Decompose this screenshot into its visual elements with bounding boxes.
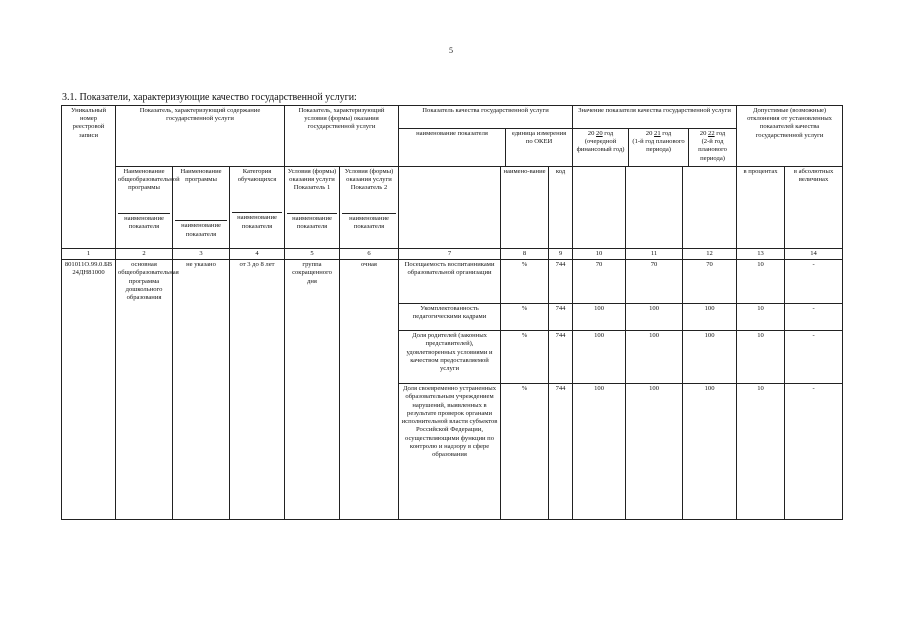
indicator-unit: % [501,304,549,331]
record-program: основная общеобразовательная программа дошкольного образования [116,260,173,520]
indicator-year-3: 100 [683,304,737,331]
indicator-year-1: 100 [573,331,626,384]
column-number: 9 [549,249,573,260]
indicator-percent: 10 [737,260,785,304]
header-year-2-cont [626,167,683,249]
column-number: 10 [573,249,626,260]
column-number: 8 [501,249,549,260]
quality-indicators-table [61,105,843,520]
column-numbers-row [62,249,843,260]
indicator-code: 744 [549,384,573,520]
column-number: 2 [116,249,173,260]
indicator-name: Укомплектованность педагогическими кадрами [399,304,501,331]
indicator-percent: 10 [737,384,785,520]
column-number: 7 [399,249,501,260]
indicator-name: Доля своевременно устраненных образовательным учреждением нарушений, выявленных в результате проверок органами исполнительной власти субъектов Российской Федерации, осуществляющими функции по контролю и надзору в сфере образования [399,384,501,520]
header-in-percent: в процентах [737,167,785,249]
header-condition-2: Условия (формы) оказания услуги Показатель 2 наименование показателя [340,167,399,249]
indicator-year-1: 100 [573,304,626,331]
header-indicator-name-cont [399,167,501,249]
indicator-absolute: - [785,384,843,520]
indicator-year-2: 70 [626,260,683,304]
header-condition-1: Условия (формы) оказания услуги Показатель 1 наименование показателя [285,167,340,249]
indicator-year-2: 100 [626,304,683,331]
column-number: 4 [230,249,285,260]
column-number: 6 [340,249,399,260]
column-number: 5 [285,249,340,260]
header-unit-code: код [549,167,573,249]
indicator-year-2: 100 [626,331,683,384]
header-conditions-group: Показатель, характеризующий условия (формы) оказания государственной услуги [285,106,399,167]
column-number: 13 [737,249,785,260]
indicator-percent: 10 [737,304,785,331]
indicator-name: Посещаемость воспитанниками образовательной организации [399,260,501,304]
header-program-name: Наименование общеобразовательной программы наименование показателя [116,167,173,249]
header-programs: Наименование программы наименование показателя [173,167,230,249]
indicator-year-1: 100 [573,384,626,520]
record-programs: не указано [173,260,230,520]
column-number: 14 [785,249,843,260]
indicator-unit: % [501,260,549,304]
value-group-title: Значение показателя качества государственной услуги [573,106,736,129]
column-number: 12 [683,249,737,260]
indicator-percent: 10 [737,331,785,384]
section-title: 3.1. Показатели, характеризующие качество государственной услуги: [62,92,357,103]
indicator-year-3: 100 [683,384,737,520]
indicator-code: 744 [549,331,573,384]
indicator-name: Доля родителей (законных представителей), удовлетворенных условиями и качеством предоставляемой услуги [399,331,501,384]
header-year-3-cont [683,167,737,249]
column-number: 11 [626,249,683,260]
header-year-3: 20 22 год (2-й год планового периода) [698,130,727,162]
indicator-absolute: - [785,260,843,304]
header-deviation-group: Допустимые (возможные) отклонения от установленных показателей качества государственной услуги [737,106,843,167]
record-condition-1: группа сокращенного дня [285,260,340,520]
header-unit: единица измерения по ОКЕИ [511,130,567,146]
indicator-year-3: 100 [683,331,737,384]
header-year-1-cont [573,167,626,249]
indicator-absolute: - [785,331,843,384]
indicator-code: 744 [549,260,573,304]
record-condition-2: очная [340,260,399,520]
indicator-absolute: - [785,304,843,331]
page-number: 5 [449,46,453,55]
header-indicator-name: наименование показателя [399,129,506,166]
header-content-group: Показатель, характеризующий содержание государственной услуги [116,106,285,167]
header-unique-record: Уникальный номер реестровой записи [62,106,116,167]
indicator-year-2: 100 [626,384,683,520]
header-category: Категория обучающихся наименование показателя [230,167,285,249]
indicator-code: 744 [549,304,573,331]
header-unique-record-cont [62,167,116,249]
record-id: 801011О.99.0.БВ24ДН81000 [62,260,116,520]
header-unit-name: наимено-вание [501,167,549,249]
header-year-2: 20 21 год (1-й год планового периода) [629,129,689,166]
indicator-year-1: 70 [573,260,626,304]
indicator-year-3: 70 [683,260,737,304]
header-in-absolute: в абсолютных величинах [785,167,843,249]
table-row [62,260,843,304]
indicator-unit: % [501,384,549,520]
column-number: 3 [173,249,230,260]
header-year-1: 20 20 год (очередной финансовый год) [573,129,629,166]
column-number: 1 [62,249,116,260]
header-value-group [573,106,737,167]
indicator-unit: % [501,331,549,384]
record-category: от 3 до 8 лет [230,260,285,520]
header-quality-group [399,106,573,167]
quality-group-title: Показатель качества государственной услуги [399,106,572,129]
